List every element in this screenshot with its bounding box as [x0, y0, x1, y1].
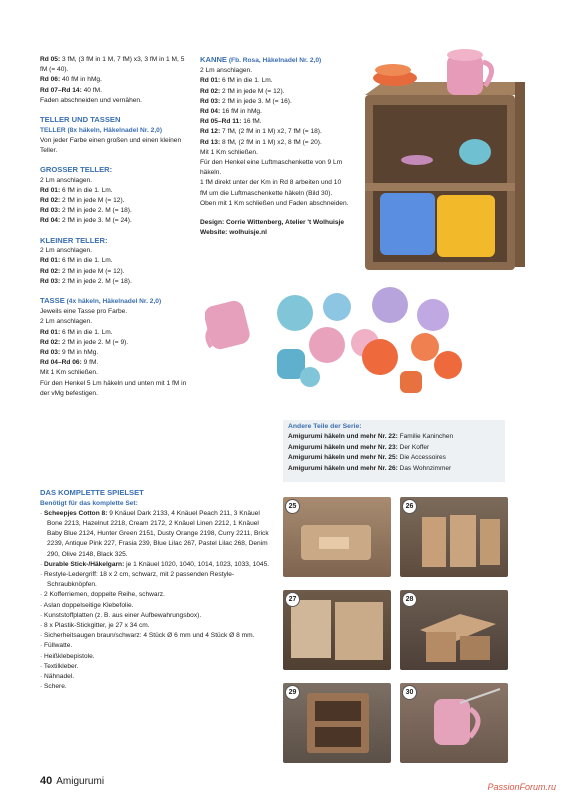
- material-item: [40, 641, 272, 651]
- tasse-subheading: (4x häkeln, Häkelnadel Nr. 2,0): [64, 297, 162, 305]
- line-text: je 1 Knäuel 1020, 1040, 1014, 1023, 1033, 1045.: [124, 560, 270, 568]
- design-credit: Design: Corrie Wittenberg, Atelier 't Wolhuisje: [200, 219, 345, 227]
- pattern-row: [200, 87, 350, 97]
- pattern-row: [200, 117, 350, 127]
- line-text: Jeweils eine Tasse pro Farbe.: [40, 308, 128, 316]
- step-number-25: 25: [285, 499, 300, 514]
- line-text: 3 fM, (3 fM in 1 M, 7 fM) x3, 3 fM in 1 M, 5 fM (= 40).: [40, 56, 185, 74]
- col1-top-list: [40, 55, 190, 106]
- bullet-glyph: ·: [40, 570, 45, 578]
- pattern-row: [40, 196, 190, 206]
- line-text: Textilkleber.: [43, 662, 79, 670]
- series-item-label: Amigurumi häkeln und mehr Nr. 26:: [288, 464, 398, 472]
- line-text: 9 fM.: [81, 359, 99, 367]
- pattern-row: [200, 138, 350, 148]
- material-item: [40, 601, 272, 611]
- line-text: 8 x Plastik-Stickgitter, je 27 x 34 cm.: [44, 621, 150, 629]
- step-number-27: 27: [285, 592, 300, 607]
- line-text: Faden abschneiden und vernähen.: [40, 96, 142, 104]
- line-label: Rd 06:: [40, 76, 61, 84]
- bullet-glyph: ·: [40, 683, 45, 691]
- teller-subheading: TELLER (8x häkeln, Häkelnadel Nr. 2,0): [40, 126, 163, 134]
- series-box: [283, 420, 505, 482]
- line-label: Rd 12:: [200, 128, 221, 136]
- series-list: [283, 432, 505, 474]
- series-item: [288, 443, 505, 454]
- line-text: Restyle-Ledergriff: 18 x 2 cm, schwarz, mit 2 passenden Restyle-Schraubknöpfen.: [44, 570, 235, 589]
- line-text: 7 fM, (2 fM in 1 M) x2, 7 fM (= 18).: [220, 128, 322, 136]
- shelf-illustration: [355, 40, 530, 280]
- pattern-row: [200, 66, 350, 76]
- material-item: [40, 652, 272, 662]
- bullet-glyph: ·: [40, 652, 45, 660]
- spielset-list: [40, 509, 272, 693]
- pattern-row: [40, 216, 190, 226]
- series-item: [288, 453, 505, 464]
- line-label: Rd 02:: [40, 197, 61, 205]
- step-photo-29: [283, 683, 391, 763]
- pattern-row: [200, 178, 350, 209]
- line-label: Rd 13:: [200, 138, 221, 146]
- step-photo-25: [283, 497, 391, 577]
- bullet-glyph: ·: [40, 509, 45, 517]
- bullet-glyph: ·: [40, 642, 45, 650]
- line-label: Rd 02:: [40, 338, 61, 346]
- material-item: [40, 590, 272, 600]
- line-text: 16 fM.: [241, 118, 262, 126]
- series-item-label: Amigurumi häkeln und mehr Nr. 22:: [288, 433, 398, 440]
- line-label: Rd 03:: [40, 207, 61, 215]
- series-item-label: Amigurumi häkeln und mehr Nr. 23:: [288, 443, 398, 451]
- line-label: Rd 02:: [40, 267, 61, 275]
- magazine-section: Amigurumi: [56, 776, 105, 787]
- line-label: Rd 07–Rd 14:: [40, 86, 82, 94]
- kleiner-teller-list: [40, 246, 190, 287]
- tasse-heading: TASSE: [40, 295, 65, 305]
- page-footer: [40, 775, 104, 787]
- page-number: 40: [40, 775, 53, 787]
- material-item: [40, 621, 272, 631]
- line-label: Scheepjes Cotton 8:: [44, 509, 108, 517]
- line-text: 2 fM in jede M (= 12).: [60, 197, 125, 205]
- line-text: 6 fM in die 1. Lm.: [60, 186, 113, 194]
- line-text: 2 fM in jede M (= 12).: [60, 267, 125, 275]
- teller-intro: Von jeder Farbe einen großen und einen kleinen Teller.: [40, 136, 182, 154]
- series-item: [288, 432, 505, 443]
- line-text: Kunststoffplatten (z. B. aus einer Aufbewahrungsbox).: [44, 611, 202, 619]
- line-text: 40 fM in hMg.: [60, 76, 102, 84]
- teaset-illustration: [205, 285, 465, 400]
- step-photo-27: [283, 590, 391, 670]
- kanne-heading: KANNE: [200, 55, 228, 64]
- pattern-row: [200, 148, 350, 158]
- pattern-row: [40, 75, 190, 85]
- step-photo-30: [400, 683, 508, 763]
- line-label: Rd 03:: [200, 97, 221, 105]
- series-item-title: Die Accessoires: [397, 454, 446, 461]
- pattern-row: [40, 358, 190, 368]
- line-text: 6 fM in die 1. Lm.: [220, 77, 273, 85]
- step-number-28: 28: [402, 592, 417, 607]
- line-text: 2 Kofferriemen, doppelte Reihe, schwarz.: [44, 591, 165, 599]
- material-item: [40, 570, 272, 590]
- line-text: 2 fM in jede 2. M (= 18).: [60, 207, 132, 215]
- series-item-title: Familie Kaninchen: [397, 433, 454, 440]
- line-text: Sicherheitsaugen braun/schwarz: 4 Stück Ø 6 mm und 4 Stück Ø 8 mm.: [44, 632, 255, 640]
- kanne-subheading: (Fb. Rosa, Häkelnadel Nr. 2,0): [227, 57, 322, 64]
- bullet-glyph: ·: [40, 591, 45, 599]
- line-text: 2 fM in jede 3. M (= 24).: [60, 217, 132, 225]
- line-label: Rd 01:: [40, 257, 61, 265]
- series-item: [288, 464, 505, 475]
- spielset-subheading: Benötigt für das komplette Set:: [40, 499, 138, 507]
- kanne-list: [200, 66, 350, 209]
- pattern-row: [40, 176, 190, 186]
- watermark: PassionForum.ru: [487, 782, 556, 792]
- bullet-glyph: ·: [40, 662, 44, 670]
- pattern-row: [40, 328, 190, 338]
- pattern-row: [40, 348, 190, 358]
- pattern-row: [200, 158, 350, 178]
- teaset-photo: [205, 285, 465, 400]
- pattern-row: [200, 107, 350, 117]
- line-label: Rd 05–Rd 11:: [200, 118, 242, 126]
- material-item: [40, 682, 272, 692]
- line-text: 16 fM in hMg.: [220, 108, 262, 116]
- kanne-heading-line: [200, 55, 350, 66]
- bullet-glyph: ·: [40, 601, 44, 609]
- pattern-row: [200, 97, 350, 107]
- step-number-29: 29: [285, 685, 300, 700]
- material-item: [40, 560, 272, 570]
- line-label: Rd 05:: [40, 56, 61, 63]
- pattern-row: [200, 127, 350, 137]
- pattern-row: [40, 55, 190, 75]
- pattern-row: [40, 277, 190, 287]
- line-label: Rd 01:: [40, 186, 61, 194]
- pattern-row: [40, 317, 190, 327]
- line-text: 1 fM direkt unter der Km in Rd 8 arbeiten und 10 fM um die Luftmaschenkette häkeln (Bild 30). Oben mit 1 Km schließen und Faden abschneiden.: [200, 179, 349, 207]
- pattern-row: [40, 307, 190, 317]
- line-text: 2 fM in jede 2. M (= 9).: [60, 338, 129, 346]
- bullet-glyph: ·: [40, 560, 45, 568]
- bullet-glyph: ·: [40, 672, 45, 680]
- line-label: Rd 02:: [200, 87, 221, 95]
- pattern-row: [200, 76, 350, 86]
- line-text: 9 Knäuel Dark 2133, 4 Knäuel Peach 211, 3 Knäuel Bone 2213, Hazelnut 2218, Cream 2172, 2 Knäuel Linen 2212, 1 Knäuel Baby Blue 2124, Hunter Green 2151, Dusty Orange 2198, Curry 2211, Brick 2239, Antique Pink 227, Frasia 239, Blue Lilac 267, Pastel Lilac 268, Denim 290, Olive 2148, Black 325.: [47, 509, 269, 558]
- left-column: [40, 55, 190, 399]
- series-item-title: Das Wohnzimmer: [397, 464, 452, 472]
- line-text: Mit 1 Km schließen.: [200, 148, 258, 156]
- line-text: 2 fM in jede 3. M (= 16).: [220, 97, 292, 105]
- series-item-label: Amigurumi häkeln und mehr Nr. 25:: [288, 454, 398, 461]
- line-text: 2 Lm anschlagen.: [40, 247, 93, 255]
- material-item: [40, 672, 272, 682]
- bullet-glyph: ·: [40, 632, 45, 640]
- pattern-row: [40, 267, 190, 277]
- line-text: 2 Lm anschlagen.: [40, 318, 93, 326]
- pattern-row: [40, 186, 190, 196]
- material-item: [40, 662, 272, 672]
- material-item: [40, 509, 272, 560]
- line-text: 40 fM.: [81, 86, 102, 94]
- pattern-row: [40, 256, 190, 266]
- step-photo-28: [400, 590, 508, 670]
- line-text: Nähnadel.: [44, 672, 75, 680]
- tasse-list: [40, 307, 190, 399]
- line-label: Rd 01:: [200, 77, 221, 85]
- line-label: Rd 03:: [40, 277, 61, 285]
- teller-heading: TELLER UND TASSEN: [40, 115, 121, 125]
- line-text: 2 fM in jede 2. M (= 18).: [60, 277, 132, 285]
- line-label: Rd 01:: [40, 328, 61, 336]
- line-text: 2 Lm anschlagen.: [40, 176, 93, 184]
- line-label: Rd 04:: [40, 217, 61, 225]
- kleiner-teller-heading: KLEINER TELLER:: [40, 235, 108, 245]
- line-label: Rd 04–Rd 06:: [40, 359, 82, 367]
- pattern-row: [40, 368, 190, 378]
- material-item: [40, 611, 272, 621]
- line-text: 8 fM, (2 fM in 1 M) x2, 8 fM (= 20).: [220, 138, 322, 146]
- line-text: 6 fM in die 1. Lm.: [60, 328, 113, 336]
- step-number-30: 30: [402, 685, 417, 700]
- line-text: Mit 1 Km schließen.: [40, 369, 98, 377]
- line-text: 9 fM in hMg.: [60, 348, 99, 356]
- middle-column: [200, 55, 350, 238]
- line-text: Heißklebepistole.: [44, 652, 95, 660]
- pattern-row: [40, 86, 190, 96]
- grosser-teller-heading: GROSSER TELLER:: [40, 165, 113, 175]
- bullet-glyph: ·: [40, 611, 45, 619]
- line-text: Schere.: [44, 683, 67, 691]
- line-label: Rd 03:: [40, 348, 61, 356]
- tasse-heading-line: [40, 296, 190, 307]
- line-label: Durable Stick-/Häkelgarn:: [44, 560, 125, 568]
- pattern-row: [40, 206, 190, 216]
- material-item: [40, 631, 272, 641]
- pattern-row: [40, 246, 190, 256]
- series-item-title: Der Koffer: [397, 443, 430, 451]
- line-label: Rd 04:: [200, 108, 221, 116]
- step-number-26: 26: [402, 499, 417, 514]
- spielset-column: [40, 488, 272, 692]
- shelf-photo: [355, 40, 530, 280]
- pattern-row: [40, 379, 190, 399]
- bullet-glyph: ·: [40, 621, 45, 629]
- line-text: 2 fM in jede M (= 12).: [220, 87, 285, 95]
- line-text: Für den Henkel 5 Lm häkeln und unten mit 1 fM in der vMg befestigen.: [40, 379, 187, 397]
- spielset-heading: DAS KOMPLETTE SPIELSET: [40, 488, 144, 497]
- pattern-row: [40, 96, 190, 106]
- pattern-row: [40, 338, 190, 348]
- series-title: Andere Teile der Serie:: [288, 423, 362, 430]
- website-credit: Website: wolhuisje.nl: [200, 229, 267, 237]
- line-text: 6 fM in die 1. Lm.: [60, 257, 113, 265]
- step-photo-26: [400, 497, 508, 577]
- line-text: Füllwatte.: [44, 642, 73, 650]
- line-text: Aslan doppelseitige Klebefolie.: [43, 601, 134, 609]
- line-text: 2 Lm anschlagen.: [200, 67, 253, 75]
- grosser-teller-list: [40, 176, 190, 227]
- line-text: Für den Henkel eine Luftmaschenkette von 9 Lm häkeln.: [200, 159, 343, 177]
